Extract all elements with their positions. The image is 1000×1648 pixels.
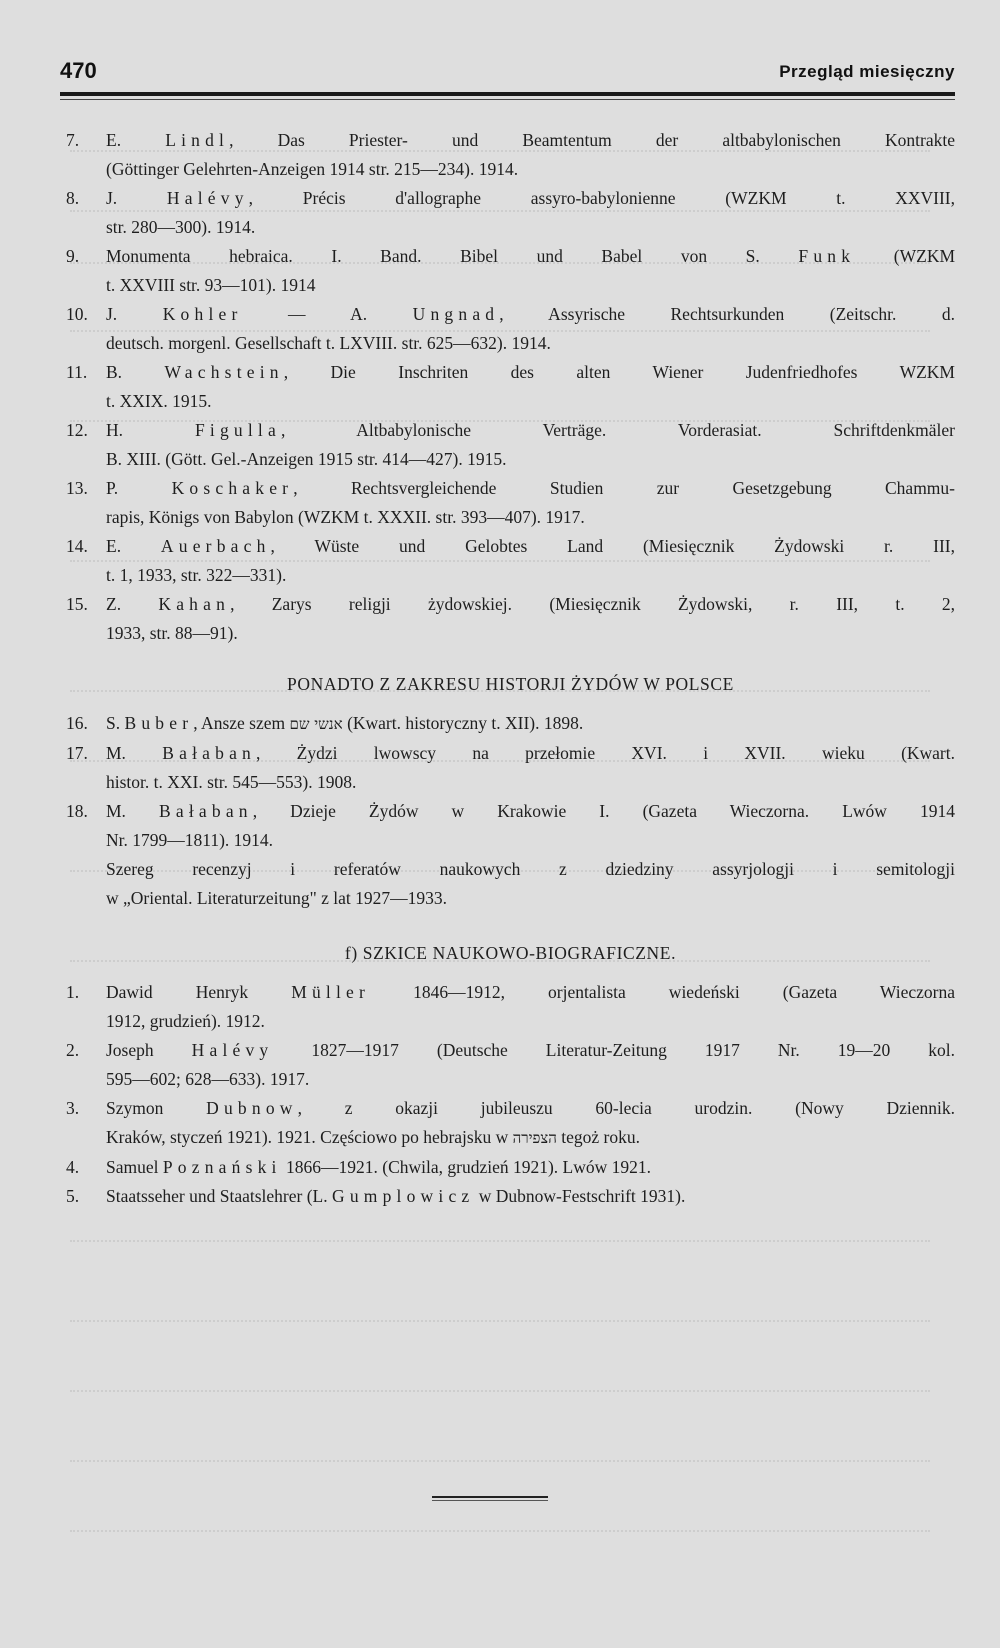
entry-number: 9. [66,246,80,266]
page-number: 470 [60,58,97,83]
entry-number: 13. [66,478,88,498]
author-name: Koschaker [171,478,294,498]
author-name: Dubnow [206,1098,298,1118]
hebrew-text: הצפירה [512,1129,557,1147]
bibliography-list-f [66,978,955,1211]
entry-line: M. Bałaban, Dzieje Żydów w Krakowie I. (Gazeta Wieczorna. Lwów 1914 [106,801,955,821]
entry-line: B. XIII. (Gött. Gel.-Anzeigen 1915 str. 414—427). 1915. [106,449,507,469]
entry-line: Szymon Dubnow, z okazji jubileuszu 60-lecia urodzin. (Nowy Dziennik. [106,1098,955,1118]
author-name: Ungnad [412,304,500,324]
bibliography-entry [66,1036,955,1094]
end-rule [432,1496,548,1498]
entry-line: Kraków, styczeń 1921). 1921. Częściowo po hebrajsku w הצפירה tegoż roku. [106,1127,641,1147]
entry-line: histor. t. XXI. str. 545—553). 1908. [106,772,357,792]
entry-line: (Göttinger Gelehrten-Anzeigen 1914 str. 215—234). 1914. [106,159,519,179]
author-name: Buber [124,713,194,733]
entry-line: deutsch. morgenl. Gesellschaft t. LXVIII. str. 625—632). 1914. [106,333,551,353]
bibliography-list-b [66,709,955,855]
note-line: w „Oriental. Literaturzeitung" z lat 1927—1933. [106,888,447,908]
entry-number: 14. [66,536,88,556]
bibliography-entry [66,532,955,590]
bibliography-entry [66,184,955,242]
entry-line: E. Auerbach, Wüste und Gelobtes Land (Miesięcznik Żydowski r. III, [106,536,955,556]
entry-number: 4. [66,1157,80,1177]
entry-line: Monumenta hebraica. I. Band. Bibel und Babel von S. Funk (WZKM [106,246,956,266]
entry-line: Dawid Henryk Müller 1846—1912, orjentalista wiedeński (Gazeta Wieczorna [106,982,955,1002]
bibliography-entry [66,797,955,855]
main-content [66,126,955,1211]
bibliography-entry [66,416,955,474]
author-name: Bałaban [159,801,253,821]
bibliography-entry [66,300,955,358]
entry-line: Z. Kahan, Zarys religji żydowskiej. (Miesięcznik Żydowski, r. III, t. 2, [106,594,956,614]
entry-line: M. Bałaban, Żydzi lwowscy na przełomie XVI. i XVII. wieku (Kwart. [106,743,955,763]
entry-line: Staatsseher und Staatslehrer (L. Gumplowicz w Dubnow-Festschrift 1931). [106,1186,686,1206]
hebrew-text: אנשי שם [289,715,343,733]
entry-number: 15. [66,594,88,614]
end-rule-thin [432,1500,548,1501]
author-name: Müller [291,982,371,1002]
author-name: Gumplowicz [331,1186,475,1206]
bibliography-entry [66,474,955,532]
author-name: Poznański [162,1157,282,1177]
bibliography-entry [66,242,955,300]
bibliography-entry [66,1094,955,1153]
header-rule-thin [60,99,955,100]
header-rule [60,92,955,96]
entry-line: 595—602; 628—633). 1917. [106,1069,310,1089]
author-name: Kahan [158,594,231,614]
entry-number: 2. [66,1040,80,1060]
bibliography-entry [66,1153,955,1182]
note-line: Szereg recenzyj i referatów naukowych z dziedziny assyrjologji i semitologji [106,859,955,879]
bibliography-entry [66,739,955,797]
bibliography-entry [66,978,955,1036]
entry-line: J. Kohler — A. Ungnad, Assyrische Rechtsurkunden (Zeitschr. d. [106,304,955,324]
entry-number: 5. [66,1186,80,1206]
entry-number: 16. [66,713,88,733]
author-name: Bałaban [162,743,256,763]
page-header [60,58,955,90]
entry-number: 8. [66,188,80,208]
bibliography-entry [66,126,955,184]
entry-line: S. Buber, Ansze szem אנשי שם (Kwart. historyczny t. XII). 1898. [106,713,584,733]
entry-line: P. Koschaker, Rechtsvergleichende Studien zur Gesetzgebung Chammu- [106,478,955,498]
bibliography-entry [66,1182,955,1211]
bibliography-entry [66,590,955,648]
entry-number: 11. [66,362,88,382]
author-name: Halévy [191,1040,274,1060]
section-title-history-poland: PONADTO Z ZAKRESU HISTORJI ŻYDÓW W POLSCE [287,674,734,694]
entry-line: Nr. 1799—1811). 1914. [106,830,274,850]
entry-line: B. Wachstein, Die Inschriten des alten Wiener Judenfriedhofes WZKM [106,362,955,382]
entry-number: 12. [66,420,88,440]
entry-line: Samuel Poznański 1866—1921. (Chwila, grudzień 1921). Lwów 1921. [106,1157,652,1177]
entry-number: 7. [66,130,80,150]
entry-number: 10. [66,304,88,324]
bibliography-entry [66,709,955,739]
author-name: Auerbach [160,536,271,556]
bibliography-entry [66,358,955,416]
entry-number: 1. [66,982,80,1002]
author-name: Wachstein [164,362,284,382]
entry-number: 3. [66,1098,80,1118]
entry-line: 1933, str. 88—91). [106,623,238,643]
entry-line: J. Halévy, Précis d'allographe assyro-babylonienne (WZKM t. XXVIII, [106,188,955,208]
bibliography-list-a [66,126,955,648]
entry-line: E. Lindl, Das Priester- und Beamtentum der altbabylonischen Kontrakte [106,130,955,150]
author-name: Lindl [165,130,230,150]
author-name: Funk [798,246,856,266]
entry-number: 18. [66,801,88,821]
entry-number: 17. [66,743,88,763]
entry-line: str. 280—300). 1914. [106,217,256,237]
entry-line: Joseph Halévy 1827—1917 (Deutsche Literatur-Zeitung 1917 Nr. 19—20 kol. [106,1040,955,1060]
author-name: Figulla [194,420,281,440]
entry-line: 1912, grudzień). 1912. [106,1011,265,1031]
entry-line: rapis, Königs von Babylon (WZKM t. XXXII. str. 393—407). 1917. [106,507,585,527]
entry-line: t. XXVIII str. 93—101). 1914 [106,275,316,295]
section-title-biographical: f) SZKICE NAUKOWO-BIOGRAFICZNE. [344,943,677,963]
running-head: Przegląd miesięczny [779,62,955,81]
reviews-note [66,855,955,913]
entry-line: t. 1, 1933, str. 322—331). [106,565,287,585]
entry-line: H. Figulla, Altbabylonische Verträge. Vorderasiat. Schriftdenkmäler [106,420,956,440]
author-name: Halévy [166,188,249,208]
entry-line: t. XXIX. 1915. [106,391,212,411]
author-name: Kohler [162,304,243,324]
